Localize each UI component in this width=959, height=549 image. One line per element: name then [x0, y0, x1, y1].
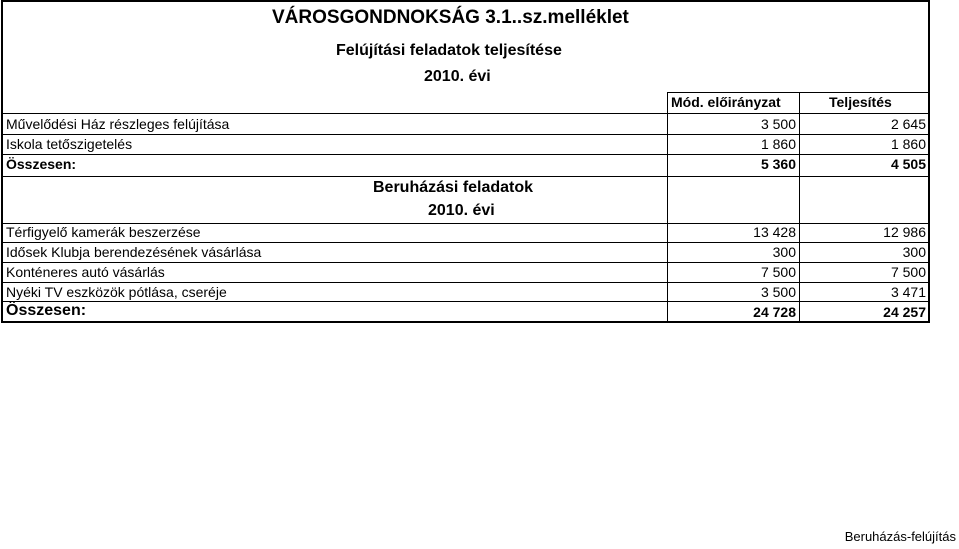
row-telj: 300 [902, 244, 926, 260]
section2-year: 2010. évi [428, 202, 495, 219]
total-row [3, 154, 928, 174]
row-label: Művelődési Ház részleges felújítása [6, 116, 230, 132]
row-telj: 2 645 [890, 116, 926, 132]
section1-year: 2010. évi [424, 68, 491, 85]
column-divider [799, 92, 800, 323]
row-mod: 13 428 [753, 224, 796, 240]
total-mod: 24 728 [753, 304, 796, 320]
total-row [3, 302, 928, 322]
row-telj: 1 860 [890, 136, 926, 152]
row-label: Nyéki TV eszközök pótlása, cseréje [6, 284, 227, 300]
table-row [3, 262, 928, 282]
row-mod: 3 500 [760, 116, 796, 132]
column-header-teljesites: Teljesítés [829, 94, 892, 110]
total-telj: 24 257 [883, 304, 926, 320]
section2-heading: Beruházási feladatok [373, 179, 534, 196]
total-telj: 4 505 [890, 156, 926, 172]
table-row [3, 282, 928, 302]
row-label: Konténeres autó vásárlás [6, 264, 165, 280]
table-row [3, 134, 928, 154]
table-row [3, 114, 928, 134]
row-label: Idősek Klubja berendezésének vásárlása [6, 244, 262, 260]
row-label: Iskola tetőszigetelés [6, 136, 133, 152]
total-mod: 5 360 [760, 156, 796, 172]
table-row [3, 242, 928, 262]
row-telj: 7 500 [890, 264, 926, 280]
column-divider [667, 92, 668, 323]
row-mod: 300 [772, 244, 796, 260]
divider [3, 176, 928, 177]
table-row [3, 222, 928, 242]
row-telj: 3 471 [890, 284, 926, 300]
row-telj: 12 986 [883, 224, 926, 240]
total-label: Összesen: [6, 156, 77, 172]
divider [667, 92, 928, 93]
page-title: VÁROSGONDNOKSÁG 3.1..sz.melléklet [272, 7, 629, 28]
row-mod: 7 500 [760, 264, 796, 280]
spreadsheet-area [1, 0, 930, 323]
row-mod: 1 860 [760, 136, 796, 152]
sheet-tab-label: Beruházás-felújítás [844, 529, 956, 544]
row-mod: 3 500 [760, 284, 796, 300]
total-label: Összesen: [6, 302, 87, 319]
section1-heading: Felújítási feladatok teljesítése [336, 42, 562, 59]
column-header-mod: Mód. előirányzat [671, 94, 781, 110]
row-label: Térfigyelő kamerák beszerzése [6, 224, 201, 240]
